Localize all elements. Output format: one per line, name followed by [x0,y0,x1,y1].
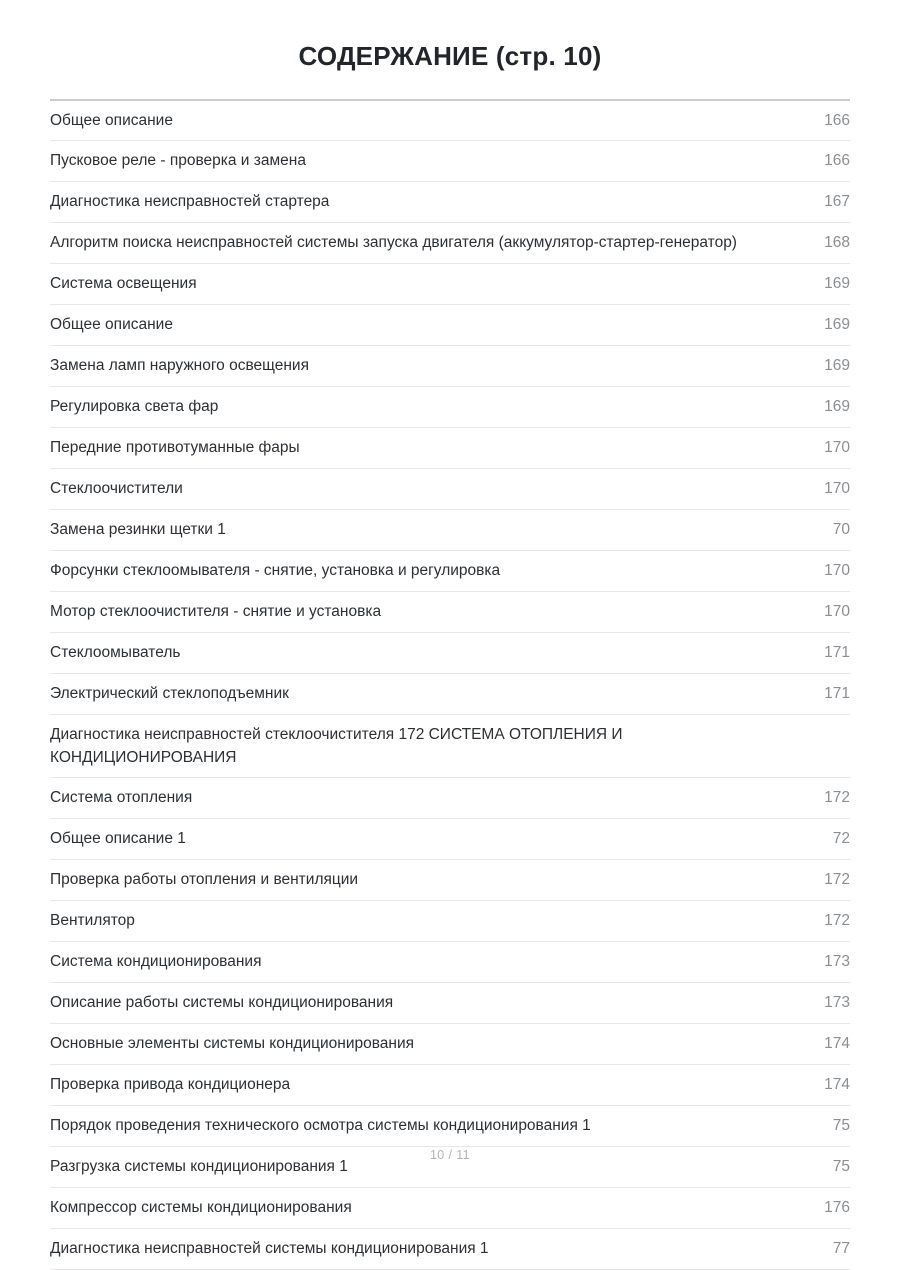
toc-entry[interactable] [50,1106,850,1147]
toc-entry[interactable] [50,592,850,633]
toc-entry[interactable] [50,387,850,428]
toc-entry-label: Компрессор системы кондиционирования [50,1198,352,1216]
toc-entry-label: Замена ламп наружного освещения [50,357,309,375]
toc-entry-page: 77 [832,1239,850,1257]
toc-entry-label: Диагностика неисправностей стартера [50,193,330,211]
toc-entry-label: Описание работы системы кондиционирования [50,994,394,1012]
toc-entry[interactable] [50,428,850,469]
toc-entry[interactable] [50,264,850,305]
toc-entry-label: Стеклоочистители [50,479,183,497]
toc-entry-page: 169 [824,316,850,334]
toc-entry-label: Общее описание [50,316,173,334]
toc-entry[interactable] [50,715,850,779]
toc-entry[interactable] [50,942,850,983]
toc-entry-page: 176 [824,1198,850,1216]
toc-entry[interactable] [50,778,850,819]
toc-entry-page: 75 [832,1157,850,1175]
toc-entry-page: 171 [824,684,850,702]
page-title: СОДЕРЖАНИЕ (стр. 10) [298,41,602,71]
toc-entry-label: Разгрузка системы кондиционирования 1 [50,1157,348,1175]
toc-entry[interactable] [50,860,850,901]
toc-entry[interactable] [50,182,850,223]
toc-entry-page: 172 [824,912,850,930]
toc-entry-label: Передние противотуманные фары [50,439,300,456]
toc-entry[interactable] [50,1065,850,1106]
toc-entry[interactable] [50,983,850,1024]
toc-entry[interactable] [50,819,850,860]
toc-entry[interactable] [50,1024,850,1065]
toc-entry-page: 167 [824,193,850,211]
toc-entry-label: Регулировка света фар [50,398,219,416]
toc-entry[interactable] [50,510,850,551]
toc-entry[interactable] [50,1229,850,1270]
toc-entry-page: 173 [824,953,850,971]
toc-entry-label: Стеклоомыватель [50,643,181,661]
toc-entry-page: 72 [832,830,850,848]
toc-entry[interactable] [50,346,850,387]
toc-entry-label: Алгоритм поиска неисправностей системы запуска двигателя (аккумулятор-стартер-генератор) [50,234,737,252]
toc-entry-label: Общее описание 1 [50,830,186,848]
toc-entry-label: Электрический стеклоподъемник [50,684,289,702]
toc-entry-page: 166 [824,152,850,170]
toc-entry[interactable] [50,223,850,264]
toc-entry-label: Мотор стеклоочистителя - снятие и установка [50,602,382,620]
toc-entry-label: Система освещения [50,275,197,293]
toc-entry-label: Проверка работы отопления и вентиляции [50,871,359,889]
toc-entry-label: Вентилятор [50,912,135,930]
toc-entry-label: Система кондиционирования [50,953,262,971]
toc-entry-page: 170 [824,479,850,497]
toc-entry-label: Общее описание [50,111,173,129]
toc-entry-page: 174 [824,1035,850,1053]
toc-entry-page: 170 [824,439,850,456]
toc-entry-page: 174 [824,1076,850,1093]
toc-entry-label: Диагностика неисправностей стеклоочистителя 172 СИСТЕМА ОТОПЛЕНИЯ И КОНДИЦИОНИРОВАНИЯ [50,725,623,766]
toc-entry-page: 170 [824,602,850,620]
toc-entry[interactable] [50,469,850,510]
table-of-contents [50,101,850,1270]
toc-entry-label: Форсунки стеклоомывателя - снятие, установка и регулировка [50,561,501,579]
toc-entry-page: 169 [824,398,850,416]
toc-entry-label: Пусковое реле - проверка и замена [50,152,306,170]
toc-entry-label: Основные элементы системы кондиционирования [50,1035,415,1053]
toc-entry-page: 172 [824,871,850,889]
toc-entry-label: Проверка привода кондиционера [50,1076,291,1093]
page-footer: 10 / 11 [429,1148,471,1162]
toc-entry[interactable] [50,901,850,942]
toc-entry-label: Замена резинки щетки 1 [50,520,226,538]
toc-entry[interactable] [50,551,850,592]
toc-entry[interactable] [50,1188,850,1229]
toc-entry[interactable] [50,305,850,346]
toc-entry[interactable] [50,141,850,182]
toc-entry-label: Диагностика неисправностей системы кондиционирования 1 [50,1239,489,1257]
toc-entry-page: 171 [824,643,850,661]
toc-entry[interactable] [50,101,850,142]
toc-entry[interactable] [50,674,850,715]
toc-entry-page: 169 [824,275,850,293]
toc-entry-page: 75 [832,1116,850,1134]
toc-entry-label: Система отопления [50,789,193,807]
toc-entry-page: 70 [832,520,850,538]
toc-entry-page: 169 [824,357,850,375]
toc-entry-page: 170 [824,561,850,579]
toc-entry-label: Порядок проведения технического осмотра системы кондиционирования 1 [50,1116,591,1134]
toc-entry-page: 168 [824,234,850,252]
toc-entry-page: 173 [824,994,850,1012]
toc-entry-page: 166 [824,111,850,129]
toc-entry-page: 172 [824,789,850,807]
toc-entry[interactable] [50,633,850,674]
